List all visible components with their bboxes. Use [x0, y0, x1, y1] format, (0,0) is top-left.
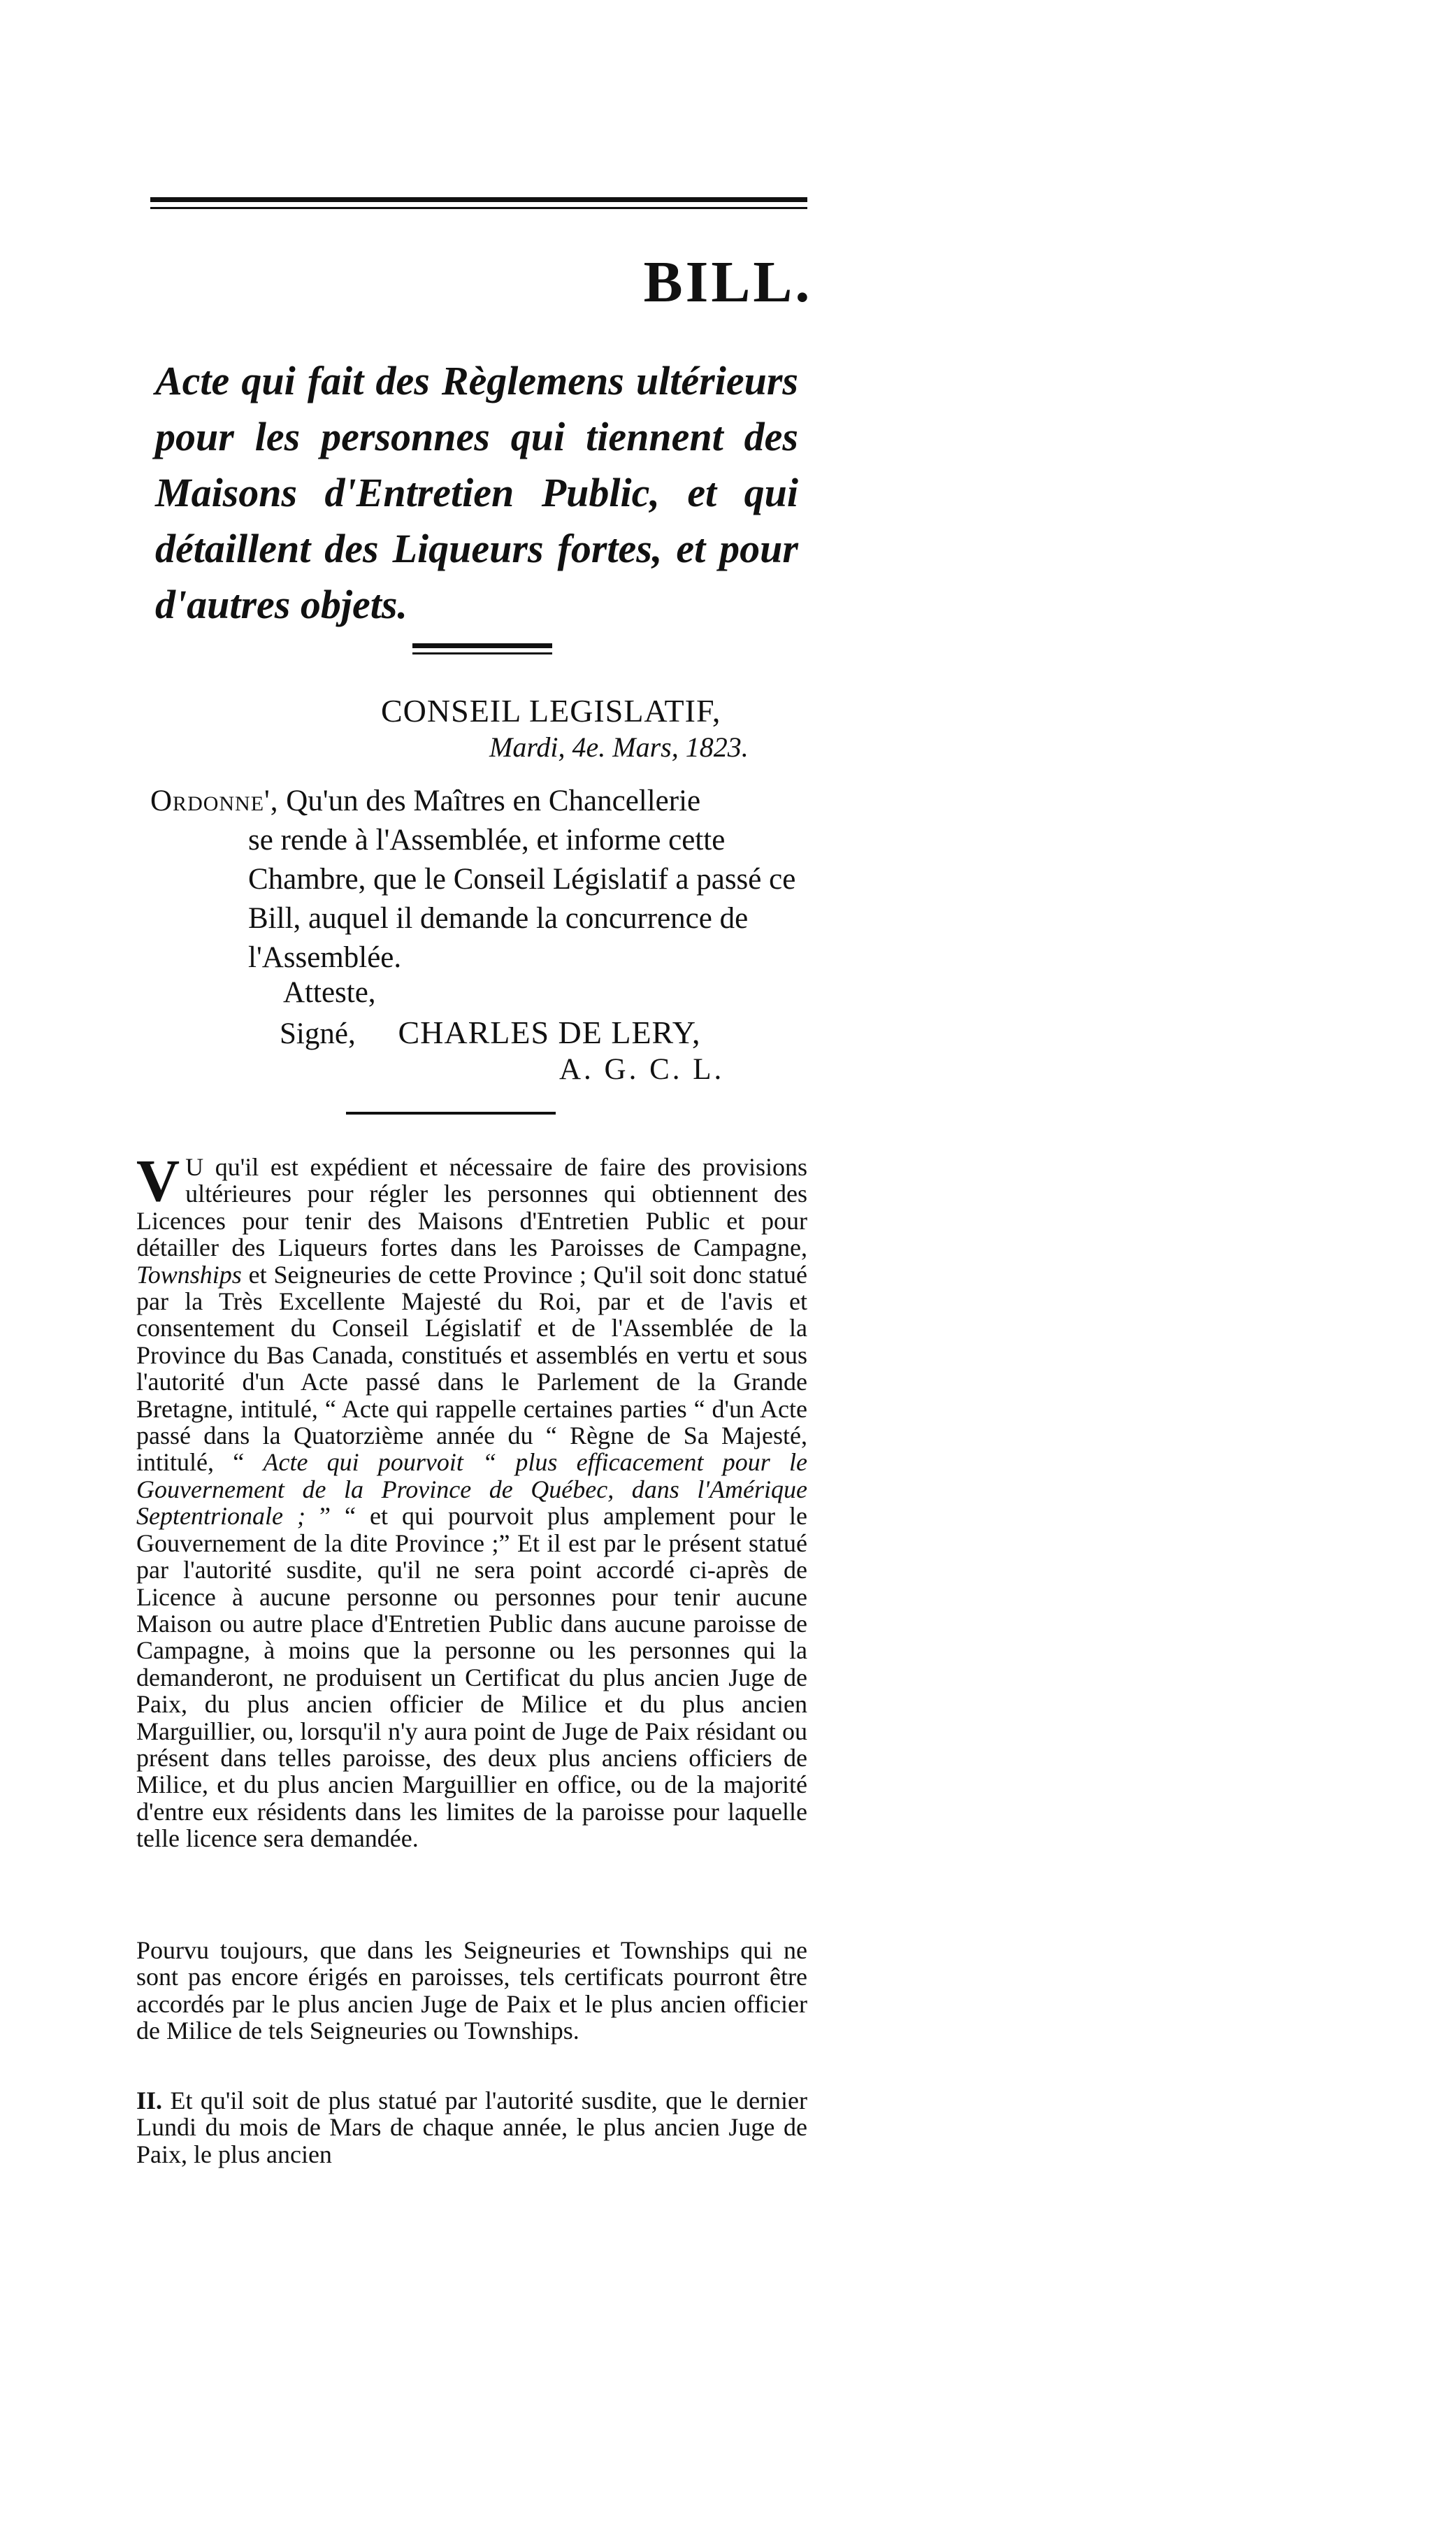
- order-rest: se rende à l'Assemblée, et informe cette Chambre, que le Conseil Législatif a passé ce Bill, auquel il demande la concurrence de l'Assemblée.: [248, 824, 796, 974]
- bill-title: BILL.: [643, 250, 813, 315]
- para1-townships: Townships: [136, 1260, 242, 1289]
- attest-label: Atteste,: [283, 976, 376, 1009]
- council-heading: CONSEIL LEGISLATIF,: [381, 693, 721, 729]
- section-number: II.: [136, 2087, 163, 2114]
- section-two-text: Et qu'il soit de plus statué par l'autorité susdite, que le dernier Lundi du mois de Mars de chaque année, le plus ancien Juge de Paix, le plus ancien: [136, 2087, 807, 2168]
- order-lead: Ordonne',: [150, 785, 279, 817]
- section-divider: [346, 1112, 556, 1115]
- ornament-rule: [412, 643, 552, 648]
- order-paragraph: [150, 782, 800, 978]
- para1-part-a: U qu'il est expédient et nécessaire de faire des provisions ultérieures pour régler les personnes qui obtiennent des Licences pour tenir des Maisons d'Entretien Public et pour détailler des Liqueurs fortes dans les Paroisses de Campagne,: [136, 1153, 807, 1262]
- ornament-rule-thin: [412, 652, 552, 654]
- signed-label: Signé,: [280, 1017, 356, 1050]
- drop-cap: V: [136, 1147, 180, 1214]
- para1-part-c: ” “ et qui pourvoit plus amplement pour le Gouvernement de la dite Province ;” Et il est par le présent statué par l'autorité susdite, qu'il ne sera point accordé ci-après de Licence à aucune personne ou personnes pour tenir aucune Maison ou autre place d'Entretien Public dans aucune paroisse de Campagne, à moins que la personne ou les personnes qui la demanderont, ne produisent un Certificat du plus ancien Juge de Paix, du plus ancien officier de Milice et du plus ancien Marguillier, ou, lorsqu'il n'y aura point de Juge de Paix résidant ou présent dans telles paroisse, des deux plus anciens officiers de Milice, et du plus ancien Marguillier en office, ou de la majorité d'entre eux résidents dans les limites de la paroisse pour laquelle telle licence sera demandée.: [136, 1502, 808, 1853]
- signature-line: [280, 1014, 701, 1051]
- top-double-rule-thin: [150, 207, 807, 209]
- signatory-title: A. G. C. L.: [559, 1053, 725, 1086]
- paragraph-proviso: Pourvu toujours, que dans les Seigneuries et Townships qui ne sont pas encore érigés en paroisses, tels certificats pourront être accordés par le plus ancien Juge de Paix et le plus ancien officier de Milice de tels Seigneuries ou Townships.: [136, 1936, 807, 2045]
- session-date: Mardi, 4e. Mars, 1823.: [489, 731, 749, 763]
- para1-italic-title: Acte qui pourvoit “ plus efficacement pour le Gouvernement de la Province de Québec, dans l'Amérique Septentrionale ;: [136, 1448, 808, 1531]
- order-first-line: Qu'un des Maîtres en Chancellerie: [286, 785, 701, 817]
- paragraph-preamble: [136, 1147, 808, 1853]
- top-double-rule: [150, 197, 807, 202]
- para1-part-b: et Seigneuries de cette Province ; Qu'il soit donc statué par la Très Excellente Majesté du Roi, par et de l'avis et consentement du Conseil Législatif et de l'Assemblée de la Province du Bas Canada, constitués et assemblés en vertu et sous l'autorité d'un Acte passé dans le Parlement de la Grande Bretagne, intitulé, “ Acte qui rappelle certaines parties “ d'un Acte passé dans la Quatorzième année du “ Règne de Sa Majesté, intitulé, “: [136, 1260, 808, 1477]
- bill-subtitle: Acte qui fait des Règlemens ultérieurs pour les personnes qui tiennent des Maisons d'Entretien Public, et qui détaillent des Liqueurs fortes, et pour d'autres objets.: [155, 358, 798, 627]
- paragraph-section-two: [136, 2087, 807, 2168]
- signatory-name: CHARLES DE LERY,: [398, 1015, 701, 1050]
